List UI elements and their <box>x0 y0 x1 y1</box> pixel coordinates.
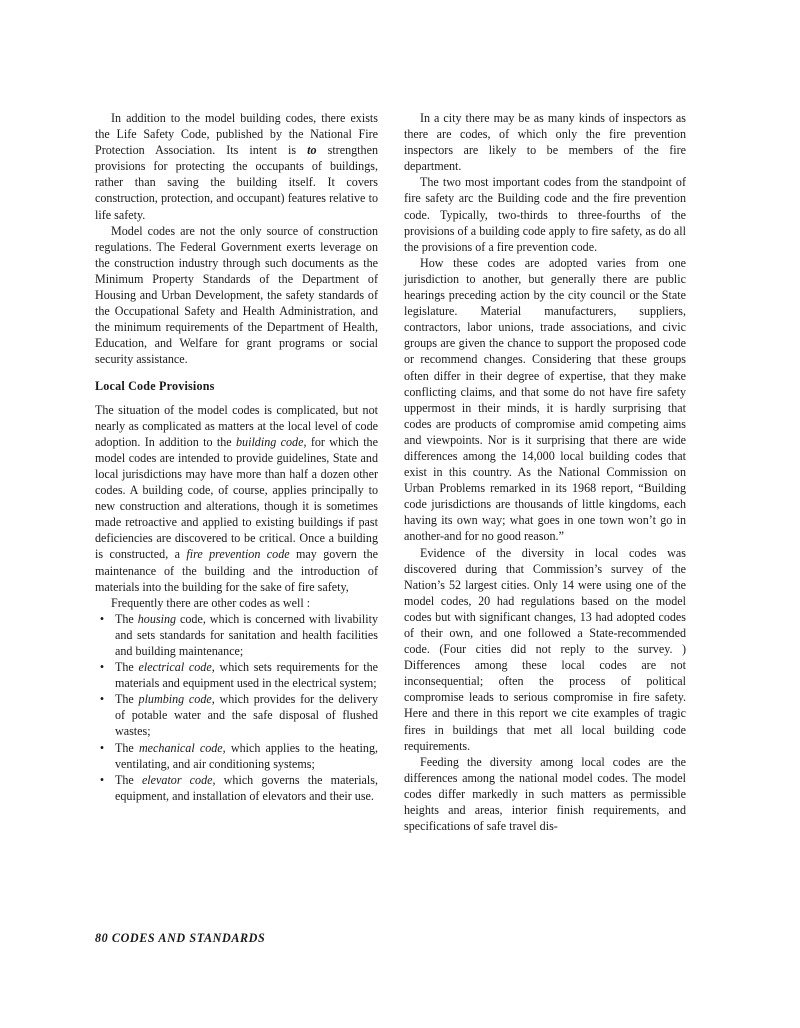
page-footer: 80 CODES AND STANDARDS <box>95 931 266 945</box>
list-item: • The electrical code, which sets requirements for the materials and equipment used in the electrical system; <box>95 659 378 691</box>
paragraph-inspectors: In a city there may be as many kinds of inspectors as there are codes, of which only the fire prevention inspectors are likely to be members of the fire department. <box>404 111 686 174</box>
paragraph-model-code-differences: Feeding the diversity among local codes are the differences among the national model codes. The model codes differ markedly in such matters as permissible heights and areas, interior finish requirements, and specifications of safe travel dis- <box>404 754 686 834</box>
bullet-glyph: • <box>99 772 105 787</box>
paragraph-life-safety-code: In addition to the model building codes, there exists the Life Safety Code, published by the National Fire Protection Association. Its intent is to strengthen provisions for protecting the occupants of buildings, rather than saving the building itself. It covers construction, protection, and occupant) features relative to life safety. <box>95 111 378 222</box>
bullet-glyph: • <box>99 660 105 675</box>
paragraph-other-codes-intro: Frequently there are other codes as well : <box>111 595 311 610</box>
paragraph-important-codes: The two most important codes from the standpoint of fire safety arc the Building code and the fire prevention code. Typically, two-thirds to three-fourths of the provisions of a building code apply to fire safety, as do all the provisions of a fire prevention code. <box>404 175 686 254</box>
list-item: • The housing code, which is concerned with livability and sets standards for sanitation and health facilities and building maintenance; <box>95 611 378 659</box>
paragraph-code-adoption: How these codes are adopted varies from one jurisdiction to another, but generally there are public hearings preceding action by the city council or the State legislature. Material manufacturers, suppliers, contractors, labor unions, trade associations, and civic groups are given the chance to support the proposed code or recommend changes. Considering that these groups often differ in their degree of expertise, that they make conflicting claims, and that some do not have fire safety uppermost in their minds, it is hardly surprising that codes are products of compromise amid competing aims and viewpoints. Nor is it surprising that there are wide differences among the 14,000 local building codes that exist in this country. As the National Commission on Urban Problems remarked in its 1968 report, “Building code jurisdictions are thousands of little kingdoms, each having its own way; what goes in one town won’t go in another-and for no good reason.” <box>404 255 686 544</box>
paragraph-local-situation: The situation of the model codes is complicated, but not nearly as complicated as matters at the local level of code adoption. In addition to the building code, for which the model codes are intended to provide guidelines, State and local jurisdictions may have more than half a dozen other codes. A building code, of course, applies principally to new construction and alterations, though it is sometimes made retroactive and applied to existing buildings if past deficiencies are discovered to be critical. Once a building is constructed, a fire prevention code may govern the maintenance of the building and the introduction of materials into the building for the sake of fire safety, <box>95 402 378 594</box>
bullet-glyph: • <box>99 611 105 626</box>
right-column <box>404 110 686 834</box>
paragraph-diversity-evidence: Evidence of the diversity in local codes was discovered during that Commission’s survey of the Nation’s 52 largest cities. Only 14 were using one of the model codes, 20 had regulations based on the model codes but with significant changes, 13 had adopted codes of their own, and one followed a State-recommended code. (Four cities did not reply to the survey. ) Differences among these local codes are not inconsequential; often the process of political compromise leads to serious compromise in fire safety. Here and there in this report we cite examples of tragic fires in buildings that met all local building code requirements. <box>404 545 686 753</box>
list-item: • The mechanical code, which applies to the heating, ventilating, and air conditioning systems; <box>95 740 378 772</box>
other-codes-list <box>95 611 378 804</box>
left-column <box>95 110 378 804</box>
list-item: • The elevator code, which governs the materials, equipment, and installation of elevators and their use. <box>95 772 378 804</box>
list-item: • The plumbing code, which provides for the delivery of potable water and the safe disposal of flushed wastes; <box>95 691 378 739</box>
bullet-glyph: • <box>99 740 105 755</box>
bullet-glyph: • <box>99 692 105 707</box>
section-heading-local-code-provisions: Local Code Provisions <box>95 378 215 393</box>
paragraph-model-codes-sources: Model codes are not the only source of construction regulations. The Federal Government exerts leverage on the construction industry through such documents as the Minimum Property Standards of the Department of Housing and Urban Development, the safety standards of the Occupational Safety and Health Administration, and the minimum requirements of the Department of Health, Education, and Welfare for grant programs or social security assistance. <box>95 223 378 367</box>
